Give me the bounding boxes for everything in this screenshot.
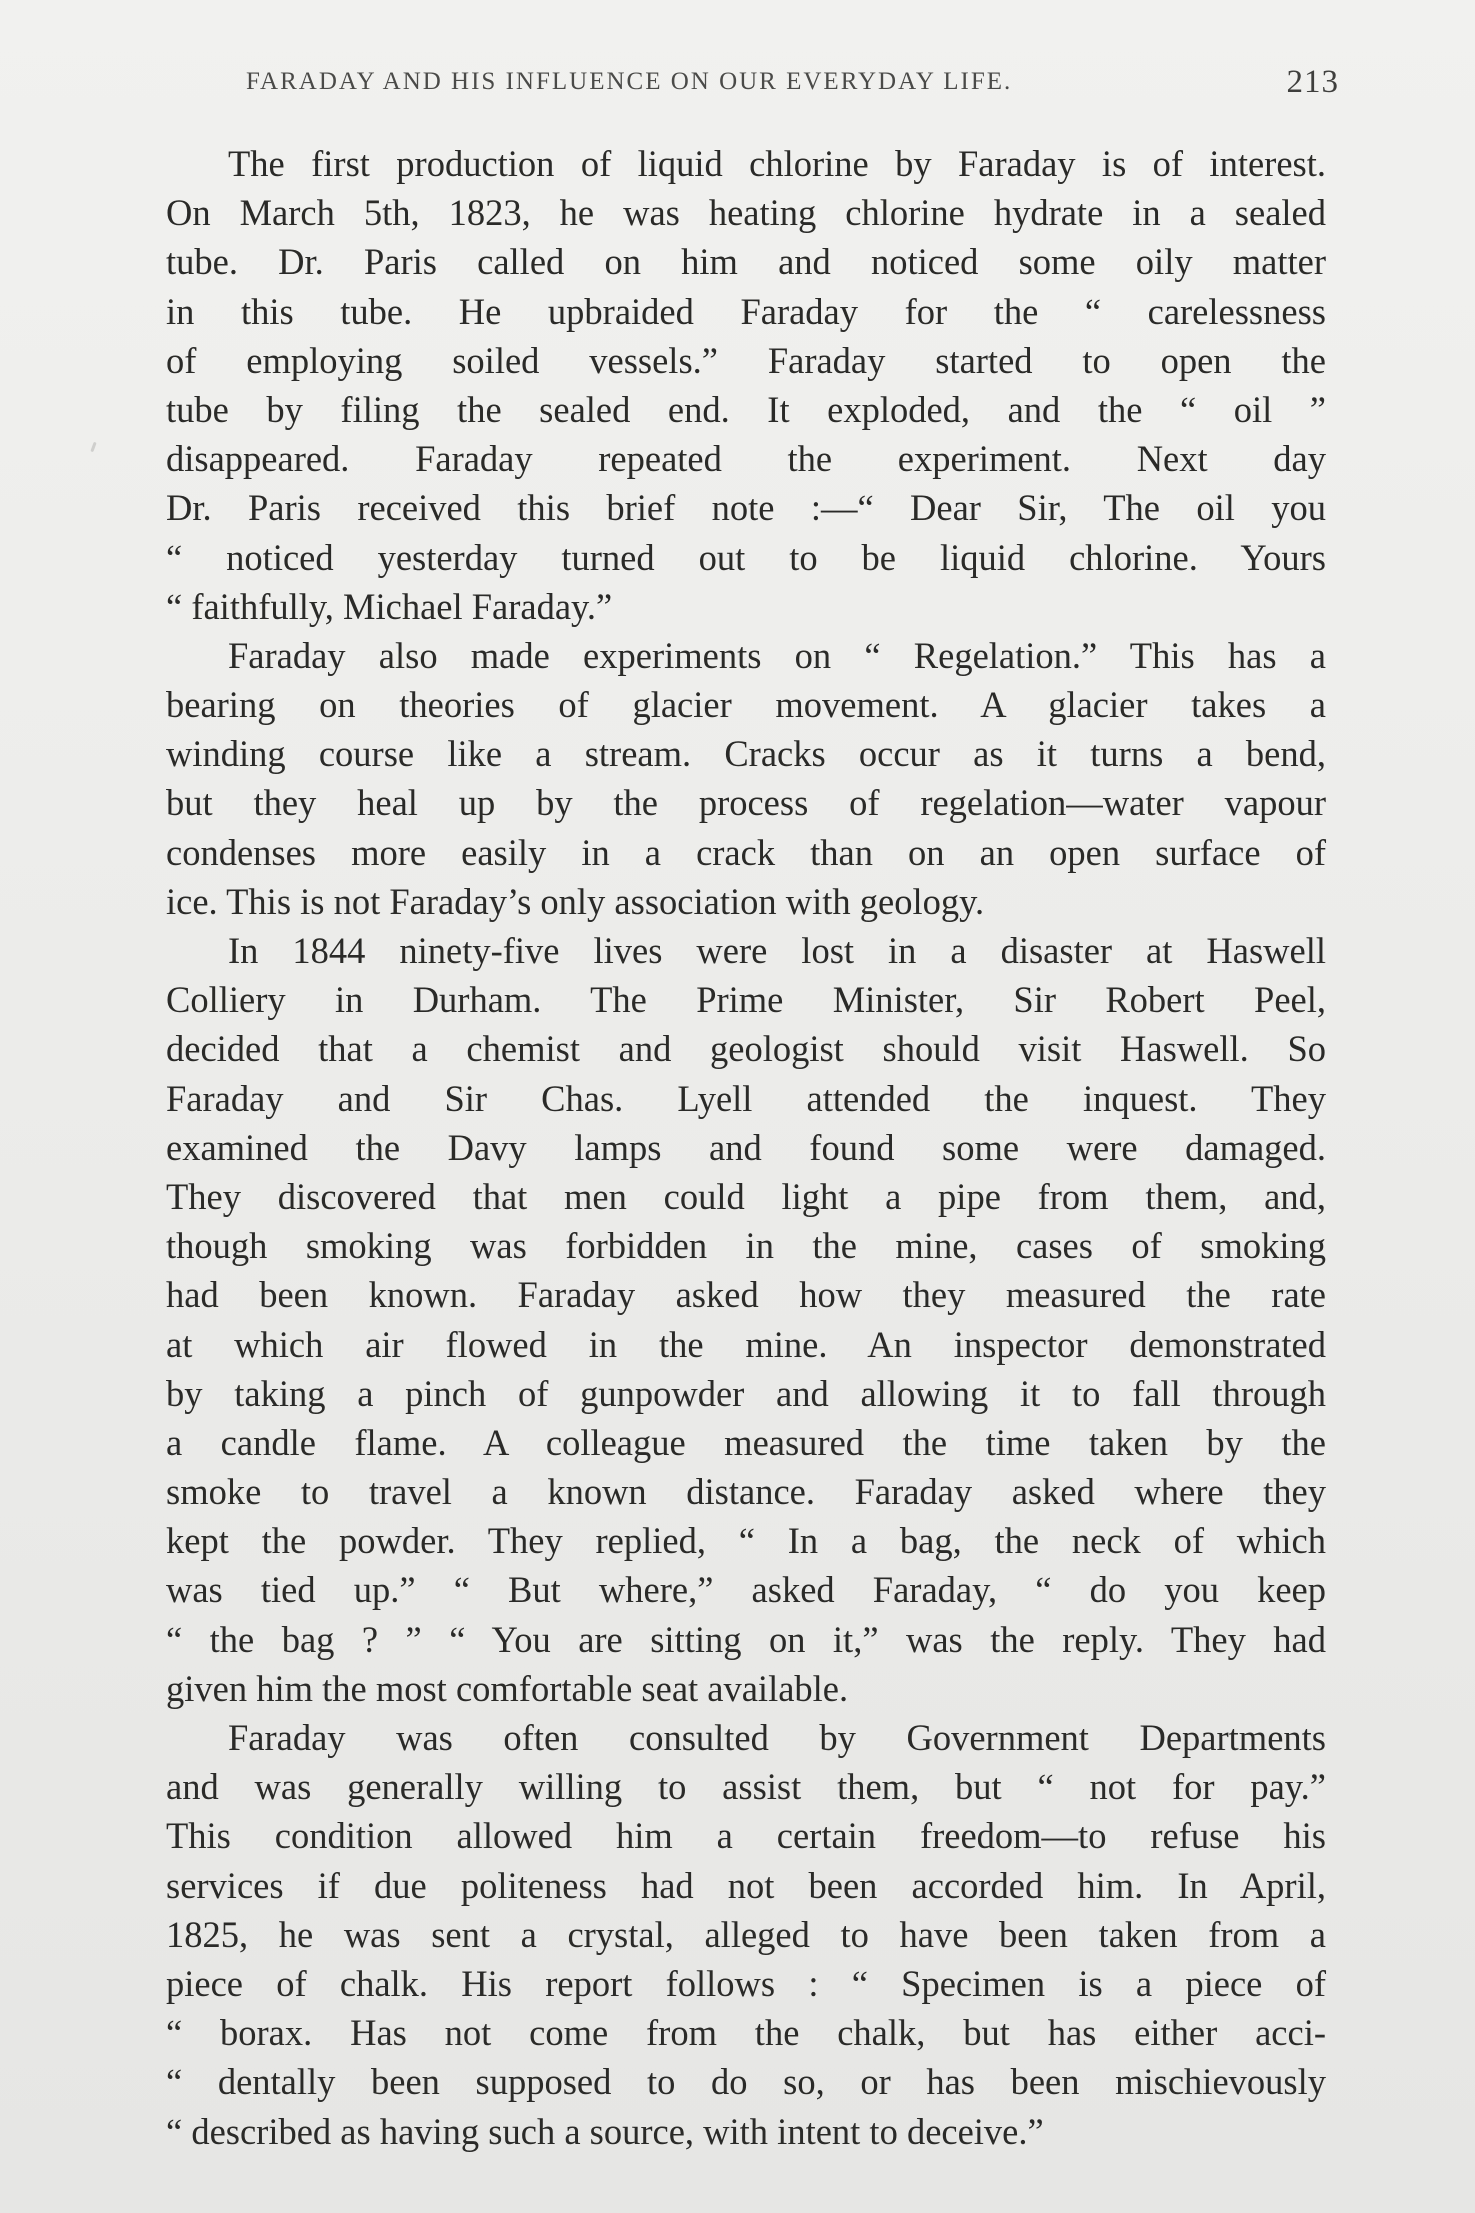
- paragraph-haswell-colliery: [166, 926, 1326, 1713]
- text-line: tube. Dr. Paris called on him and noticed some oily matter: [166, 241, 1326, 283]
- text-line: This condition allowed him a certain freedom—to refuse his: [166, 1815, 1326, 1857]
- text-line: but they heal up by the process of regelation—water vapour: [166, 782, 1326, 824]
- text-line: Faraday and Sir Chas. Lyell attended the inquest. They: [166, 1077, 1326, 1119]
- text-line: Colliery in Durham. The Prime Minister, Sir Robert Peel,: [166, 979, 1326, 1021]
- text-line: by taking a pinch of gunpowder and allowing it to fall through: [166, 1372, 1326, 1414]
- text-line: winding course like a stream. Cracks occur as it turns a bend,: [166, 733, 1326, 775]
- text-line: of employing soiled vessels.” Faraday started to open the: [166, 339, 1326, 381]
- text-line: “ dentally been supposed to do so, or has been mischievously: [166, 2061, 1326, 2103]
- text-line: had been known. Faraday asked how they measured the rate: [166, 1274, 1326, 1316]
- text-line: was tied up.” “ But where,” asked Faraday, “ do you keep: [166, 1569, 1326, 1611]
- text-line: 1825, he was sent a crystal, alleged to have been taken from a: [166, 1913, 1326, 1955]
- text-line: disappeared. Faraday repeated the experiment. Next day: [166, 438, 1326, 480]
- text-line: Dr. Paris received this brief note :—“ Dear Sir, The oil you: [166, 487, 1326, 529]
- paper-speck: [90, 442, 96, 452]
- text-line: Faraday was often consulted by Government Departments: [228, 1717, 1326, 1758]
- text-line: examined the Davy lamps and found some were damaged.: [166, 1126, 1326, 1168]
- text-line: They discovered that men could light a pipe from them, and,: [166, 1175, 1326, 1217]
- text-line: In 1844 ninety-five lives were lost in a disaster at Haswell: [228, 930, 1326, 971]
- paragraph-liquid-chlorine: [166, 139, 1326, 631]
- paragraph-government-departments: [166, 1713, 1326, 2156]
- text-line: services if due politeness had not been accorded him. In April,: [166, 1864, 1326, 1906]
- running-head: FARADAY AND HIS INFLUENCE ON OUR EVERYDAY LIFE.: [246, 68, 1013, 95]
- text-line: The first production of liquid chlorine by Faraday is of interest.: [228, 143, 1326, 184]
- text-line: Faraday also made experiments on “ Regelation.” This has a: [228, 634, 1326, 676]
- page-number: 213: [1286, 64, 1339, 100]
- text-line: kept the powder. They replied, “ In a bag, the neck of which: [166, 1520, 1326, 1562]
- text-line: at which air flowed in the mine. An inspector demonstrated: [166, 1323, 1326, 1365]
- text-line: smoke to travel a known distance. Faraday asked where they: [166, 1471, 1326, 1513]
- text-line: in this tube. He upbraided Faraday for the “ carelessness: [166, 290, 1326, 332]
- text-line: given him the most comfortable seat available.: [166, 1667, 849, 1709]
- text-line: and was generally willing to assist them, but “ not for pay.”: [166, 1766, 1326, 1808]
- text-line: “ noticed yesterday turned out to be liquid chlorine. Yours: [166, 536, 1326, 578]
- page-header: [246, 64, 1339, 108]
- text-line: On March 5th, 1823, he was heating chlorine hydrate in a sealed: [166, 192, 1326, 234]
- text-line: piece of chalk. His report follows : “ Specimen is a piece of: [166, 1962, 1326, 2004]
- text-line: decided that a chemist and geologist should visit Haswell. So: [166, 1028, 1326, 1070]
- text-line: though smoking was forbidden in the mine, cases of smoking: [166, 1225, 1326, 1267]
- body-text: [166, 139, 1326, 2156]
- text-line: “ the bag ? ” “ You are sitting on it,” was the reply. They had: [166, 1618, 1326, 1660]
- text-line: condenses more easily in a crack than on an open surface of: [166, 831, 1326, 873]
- text-line: “ described as having such a source, with intent to deceive.”: [166, 2110, 1044, 2152]
- text-line: tube by filing the sealed end. It exploded, and the “ oil ”: [166, 388, 1326, 430]
- paragraph-regelation: [166, 631, 1326, 926]
- text-line: ice. This is not Faraday’s only association with geology.: [166, 880, 985, 922]
- text-line: “ faithfully, Michael Faraday.”: [166, 585, 613, 627]
- text-line: “ borax. Has not come from the chalk, but has either acci-: [166, 2012, 1326, 2054]
- text-line: bearing on theories of glacier movement. A glacier takes a: [166, 684, 1326, 726]
- text-line: a candle flame. A colleague measured the time taken by the: [166, 1421, 1326, 1463]
